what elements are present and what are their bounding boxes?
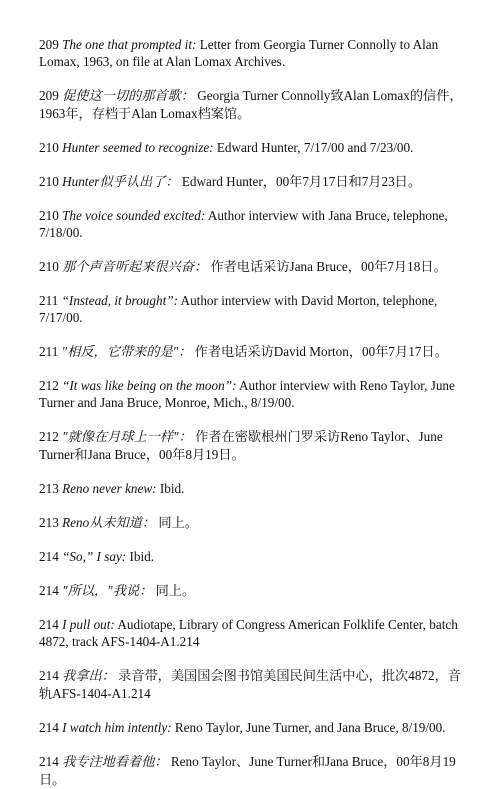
note-source: Author interview with David Morton, telephone, 7/17/00. <box>39 293 438 325</box>
note-number: 212 <box>39 429 59 444</box>
note-source: Edward Hunter，00年7月17日和7月23日。 <box>181 174 422 189</box>
note-source: Letter from Georgia Turner Connolly to Alan Lomax, 1963, on file at Alan Lomax Archives. <box>39 37 439 69</box>
note-cue: Reno never knew: <box>62 481 157 496</box>
note-cue: I watch him intently: <box>62 720 172 735</box>
note-source: Ibid. <box>126 549 155 564</box>
note-entry <box>39 292 464 326</box>
note-entry <box>39 480 464 497</box>
note-cue: 我专注地看着他： <box>62 754 168 769</box>
note-cue: 我拿出： <box>62 668 115 683</box>
note-entry <box>39 582 464 600</box>
note-number: 213 <box>39 515 59 530</box>
note-number: 214 <box>39 720 59 735</box>
note-source: 作者电话采访David Morton，00年7月17日。 <box>194 344 448 359</box>
note-cue: The one that prompted it: <box>62 37 197 52</box>
note-entry <box>39 207 464 241</box>
note-source: Author interview with Jana Bruce, telephone, 7/18/00. <box>39 208 448 240</box>
note-cue: "相反，它带来的是"： <box>61 344 192 359</box>
note-number: 211 <box>39 344 59 359</box>
note-entry <box>39 377 464 411</box>
note-number: 211 <box>39 293 59 308</box>
note-source: 同上。 <box>158 515 198 530</box>
note-number: 209 <box>39 37 59 52</box>
note-cue: “It was like being on the moon”: <box>62 378 237 393</box>
note-source: 同上。 <box>155 583 196 598</box>
note-number: 214 <box>39 617 59 632</box>
note-source: Edward Hunter, 7/17/00 and 7/23/00. <box>213 140 414 155</box>
note-number: 214 <box>39 583 59 598</box>
note-cue: “So,” I say: <box>62 549 127 564</box>
note-entry <box>39 514 464 532</box>
note-cue: I pull out: <box>62 617 115 632</box>
note-cue: "所以，"我说： <box>62 583 153 598</box>
note-cue: Hunter似乎认出了： <box>62 174 179 189</box>
note-entry <box>39 667 464 703</box>
note-cue: "就像在月球上一样"： <box>62 429 192 444</box>
note-cue: The voice sounded excited: <box>62 208 206 223</box>
note-number: 214 <box>39 668 59 683</box>
note-entry <box>39 173 464 191</box>
note-entry <box>39 87 464 123</box>
note-number: 214 <box>39 754 59 769</box>
note-number: 213 <box>39 481 59 496</box>
note-source: Reno Taylor、June Turner和Jana Bruce，00年8月19日。 <box>39 754 456 787</box>
note-entry <box>39 719 464 736</box>
note-source: Reno Taylor, June Turner, and Jana Bruce, 8/19/00. <box>171 720 446 735</box>
note-number: 212 <box>39 378 59 393</box>
note-cue: 促使这一切的那首歌： <box>62 88 194 103</box>
note-entry <box>39 139 464 156</box>
note-source: 录音带，美国国会图书馆美国民间生活中心，批次4872，音轨AFS-1404-A1.214 <box>39 668 461 701</box>
note-source: 作者电话采访Jana Bruce，00年7月18日。 <box>210 259 447 274</box>
note-number: 210 <box>39 208 59 223</box>
note-cue: Hunter seemed to recognize: <box>62 140 214 155</box>
note-cue: “Instead, it brought”: <box>61 293 178 308</box>
note-number: 210 <box>39 174 59 189</box>
note-entry <box>39 428 464 464</box>
note-entry <box>39 548 464 565</box>
note-number: 210 <box>39 259 59 274</box>
note-source: 作者在密歇根州门罗采访Reno Taylor、June Turner和Jana Bruce，00年8月19日。 <box>39 429 443 462</box>
note-source: Audiotape, Library of Congress American Folklife Center, batch 4872, track AFS-1404-A1.214 <box>39 617 458 649</box>
note-number: 214 <box>39 549 59 564</box>
note-number: 210 <box>39 140 59 155</box>
note-cue: 那个声音听起来很兴奋： <box>62 259 208 274</box>
note-number: 209 <box>39 88 59 103</box>
note-entry <box>39 36 464 70</box>
note-entry <box>39 616 464 650</box>
note-source: Ibid. <box>156 481 185 496</box>
note-entry <box>39 343 464 361</box>
note-entry <box>39 258 464 276</box>
note-source: Georgia Turner Connolly致Alan Lomax的信件，1963年，存档于Alan Lomax档案馆。 <box>39 88 463 121</box>
note-entry <box>39 753 464 789</box>
note-source: Author interview with Reno Taylor, June Turner and Jana Bruce, Monroe, Mich., 8/19/00. <box>39 378 455 410</box>
note-cue: Reno从未知道： <box>62 515 156 530</box>
